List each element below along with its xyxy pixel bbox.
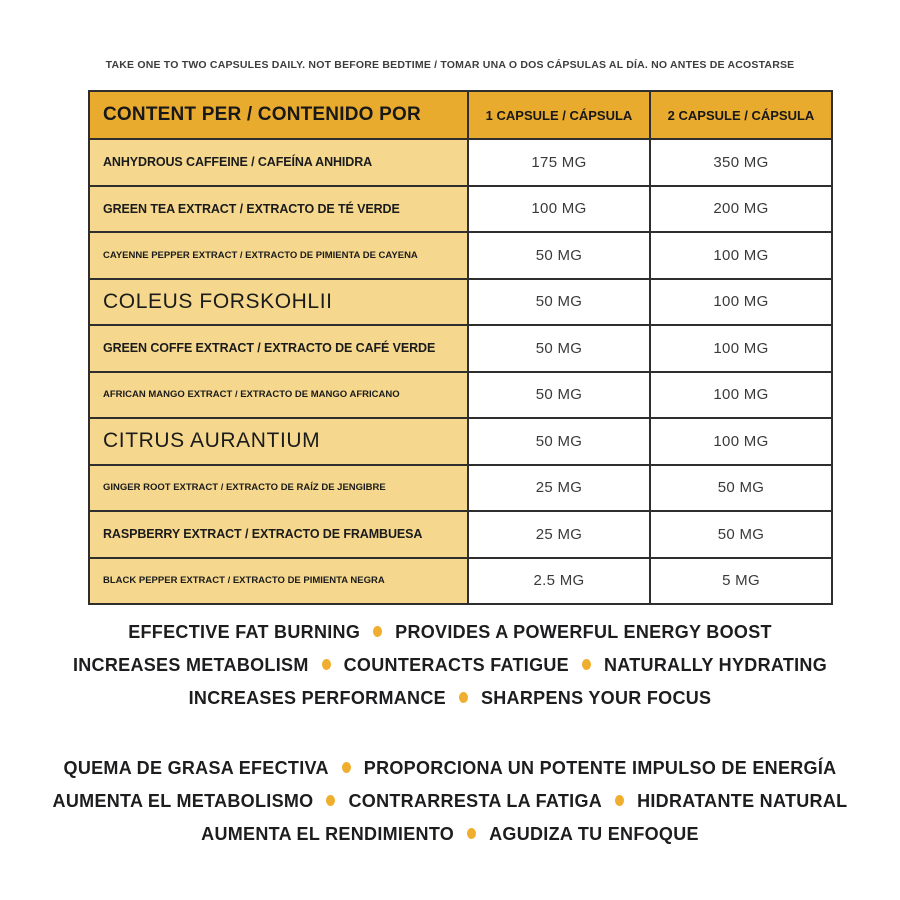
bullet-icon — [342, 762, 351, 773]
ingredient-name: CITRUS AURANTIUM — [89, 418, 468, 465]
amount-per-2-capsules: 50 MG — [650, 465, 832, 512]
benefit-text: INCREASES PERFORMANCE — [188, 688, 446, 708]
amount-per-2-capsules: 350 MG — [650, 139, 832, 186]
amount-per-1-capsule: 50 MG — [468, 418, 650, 465]
benefit-line — [0, 752, 900, 785]
content-table — [88, 90, 833, 605]
amount-per-2-capsules: 100 MG — [650, 418, 832, 465]
benefit-line — [0, 785, 900, 818]
benefits-english — [0, 616, 900, 715]
ingredient-name: GREEN COFFE EXTRACT / EXTRACTO DE CAFÉ VERDE — [89, 325, 468, 372]
table-row — [89, 279, 832, 326]
dosage-instructions: TAKE ONE TO TWO CAPSULES DAILY. NOT BEFORE BEDTIME / TOMAR UNA O DOS CÁPSULAS AL DÍA. NO ANTES DE ACOSTARSE — [105, 59, 795, 71]
table-row — [89, 325, 832, 372]
benefit-text: CONTRARRESTA LA FATIGA — [348, 791, 603, 811]
benefit-line — [0, 616, 900, 649]
table-row — [89, 511, 832, 558]
bullet-icon — [373, 626, 382, 637]
amount-per-2-capsules: 5 MG — [650, 558, 832, 605]
bullet-icon — [459, 692, 468, 703]
table-header-row — [89, 91, 832, 139]
benefit-text: AUMENTA EL RENDIMIENTO — [201, 824, 455, 844]
amount-per-2-capsules: 100 MG — [650, 325, 832, 372]
ingredient-name: RASPBERRY EXTRACT / EXTRACTO DE FRAMBUESA — [89, 511, 468, 558]
benefit-text: AGUDIZA TU ENFOQUE — [489, 824, 699, 844]
bullet-icon — [582, 659, 591, 670]
ingredient-name: GREEN TEA EXTRACT / EXTRACTO DE TÉ VERDE — [89, 186, 468, 233]
amount-per-1-capsule: 50 MG — [468, 279, 650, 326]
benefit-text: PROVIDES A POWERFUL ENERGY BOOST — [395, 622, 772, 642]
amount-per-2-capsules: 50 MG — [650, 511, 832, 558]
table-row — [89, 232, 832, 279]
benefit-line — [0, 649, 900, 682]
amount-per-1-capsule: 50 MG — [468, 372, 650, 419]
column-header-content-per: CONTENT PER / CONTENIDO POR — [89, 91, 468, 139]
benefit-line — [0, 818, 900, 851]
amount-per-1-capsule: 25 MG — [468, 465, 650, 512]
amount-per-1-capsule: 175 MG — [468, 139, 650, 186]
ingredient-name: CAYENNE PEPPER EXTRACT / EXTRACTO DE PIMIENTA DE CAYENA — [89, 232, 468, 279]
column-header-2-capsule: 2 CAPSULE / CÁPSULA — [650, 91, 832, 139]
amount-per-2-capsules: 200 MG — [650, 186, 832, 233]
amount-per-2-capsules: 100 MG — [650, 372, 832, 419]
ingredient-name: COLEUS FORSKOHLII — [89, 279, 468, 326]
ingredient-name: BLACK PEPPER EXTRACT / EXTRACTO DE PIMIENTA NEGRA — [89, 558, 468, 605]
benefit-text: HIDRATANTE NATURAL — [637, 791, 848, 811]
ingredient-name: GINGER ROOT EXTRACT / EXTRACTO DE RAÍZ DE JENGIBRE — [89, 465, 468, 512]
benefit-text: NATURALLY HYDRATING — [604, 655, 828, 675]
bullet-icon — [615, 795, 624, 806]
amount-per-1-capsule: 100 MG — [468, 186, 650, 233]
benefit-line — [0, 682, 900, 715]
amount-per-1-capsule: 50 MG — [468, 325, 650, 372]
benefit-text: PROPORCIONA UN POTENTE IMPULSO DE ENERGÍA — [363, 758, 837, 778]
amount-per-2-capsules: 100 MG — [650, 279, 832, 326]
column-header-1-capsule: 1 CAPSULE / CÁPSULA — [468, 91, 650, 139]
benefits-spanish — [0, 752, 900, 851]
table-row — [89, 465, 832, 512]
ingredient-name: AFRICAN MANGO EXTRACT / EXTRACTO DE MANGO AFRICANO — [89, 372, 468, 419]
benefit-text: INCREASES METABOLISM — [72, 655, 309, 675]
bullet-icon — [467, 828, 476, 839]
benefit-text: COUNTERACTS FATIGUE — [343, 655, 569, 675]
benefit-text: QUEMA DE GRASA EFECTIVA — [63, 758, 329, 778]
benefit-text: SHARPENS YOUR FOCUS — [480, 688, 712, 708]
table-row — [89, 186, 832, 233]
benefit-text: AUMENTA EL METABOLISMO — [52, 791, 314, 811]
amount-per-1-capsule: 2.5 MG — [468, 558, 650, 605]
table-row — [89, 558, 832, 605]
amount-per-1-capsule: 50 MG — [468, 232, 650, 279]
table-row — [89, 139, 832, 186]
table-row — [89, 372, 832, 419]
amount-per-2-capsules: 100 MG — [650, 232, 832, 279]
ingredient-name: ANHYDROUS CAFFEINE / CAFEÍNA ANHIDRA — [89, 139, 468, 186]
amount-per-1-capsule: 25 MG — [468, 511, 650, 558]
benefit-text: EFFECTIVE FAT BURNING — [128, 622, 361, 642]
bullet-icon — [326, 795, 335, 806]
bullet-icon — [322, 659, 331, 670]
table-row — [89, 418, 832, 465]
